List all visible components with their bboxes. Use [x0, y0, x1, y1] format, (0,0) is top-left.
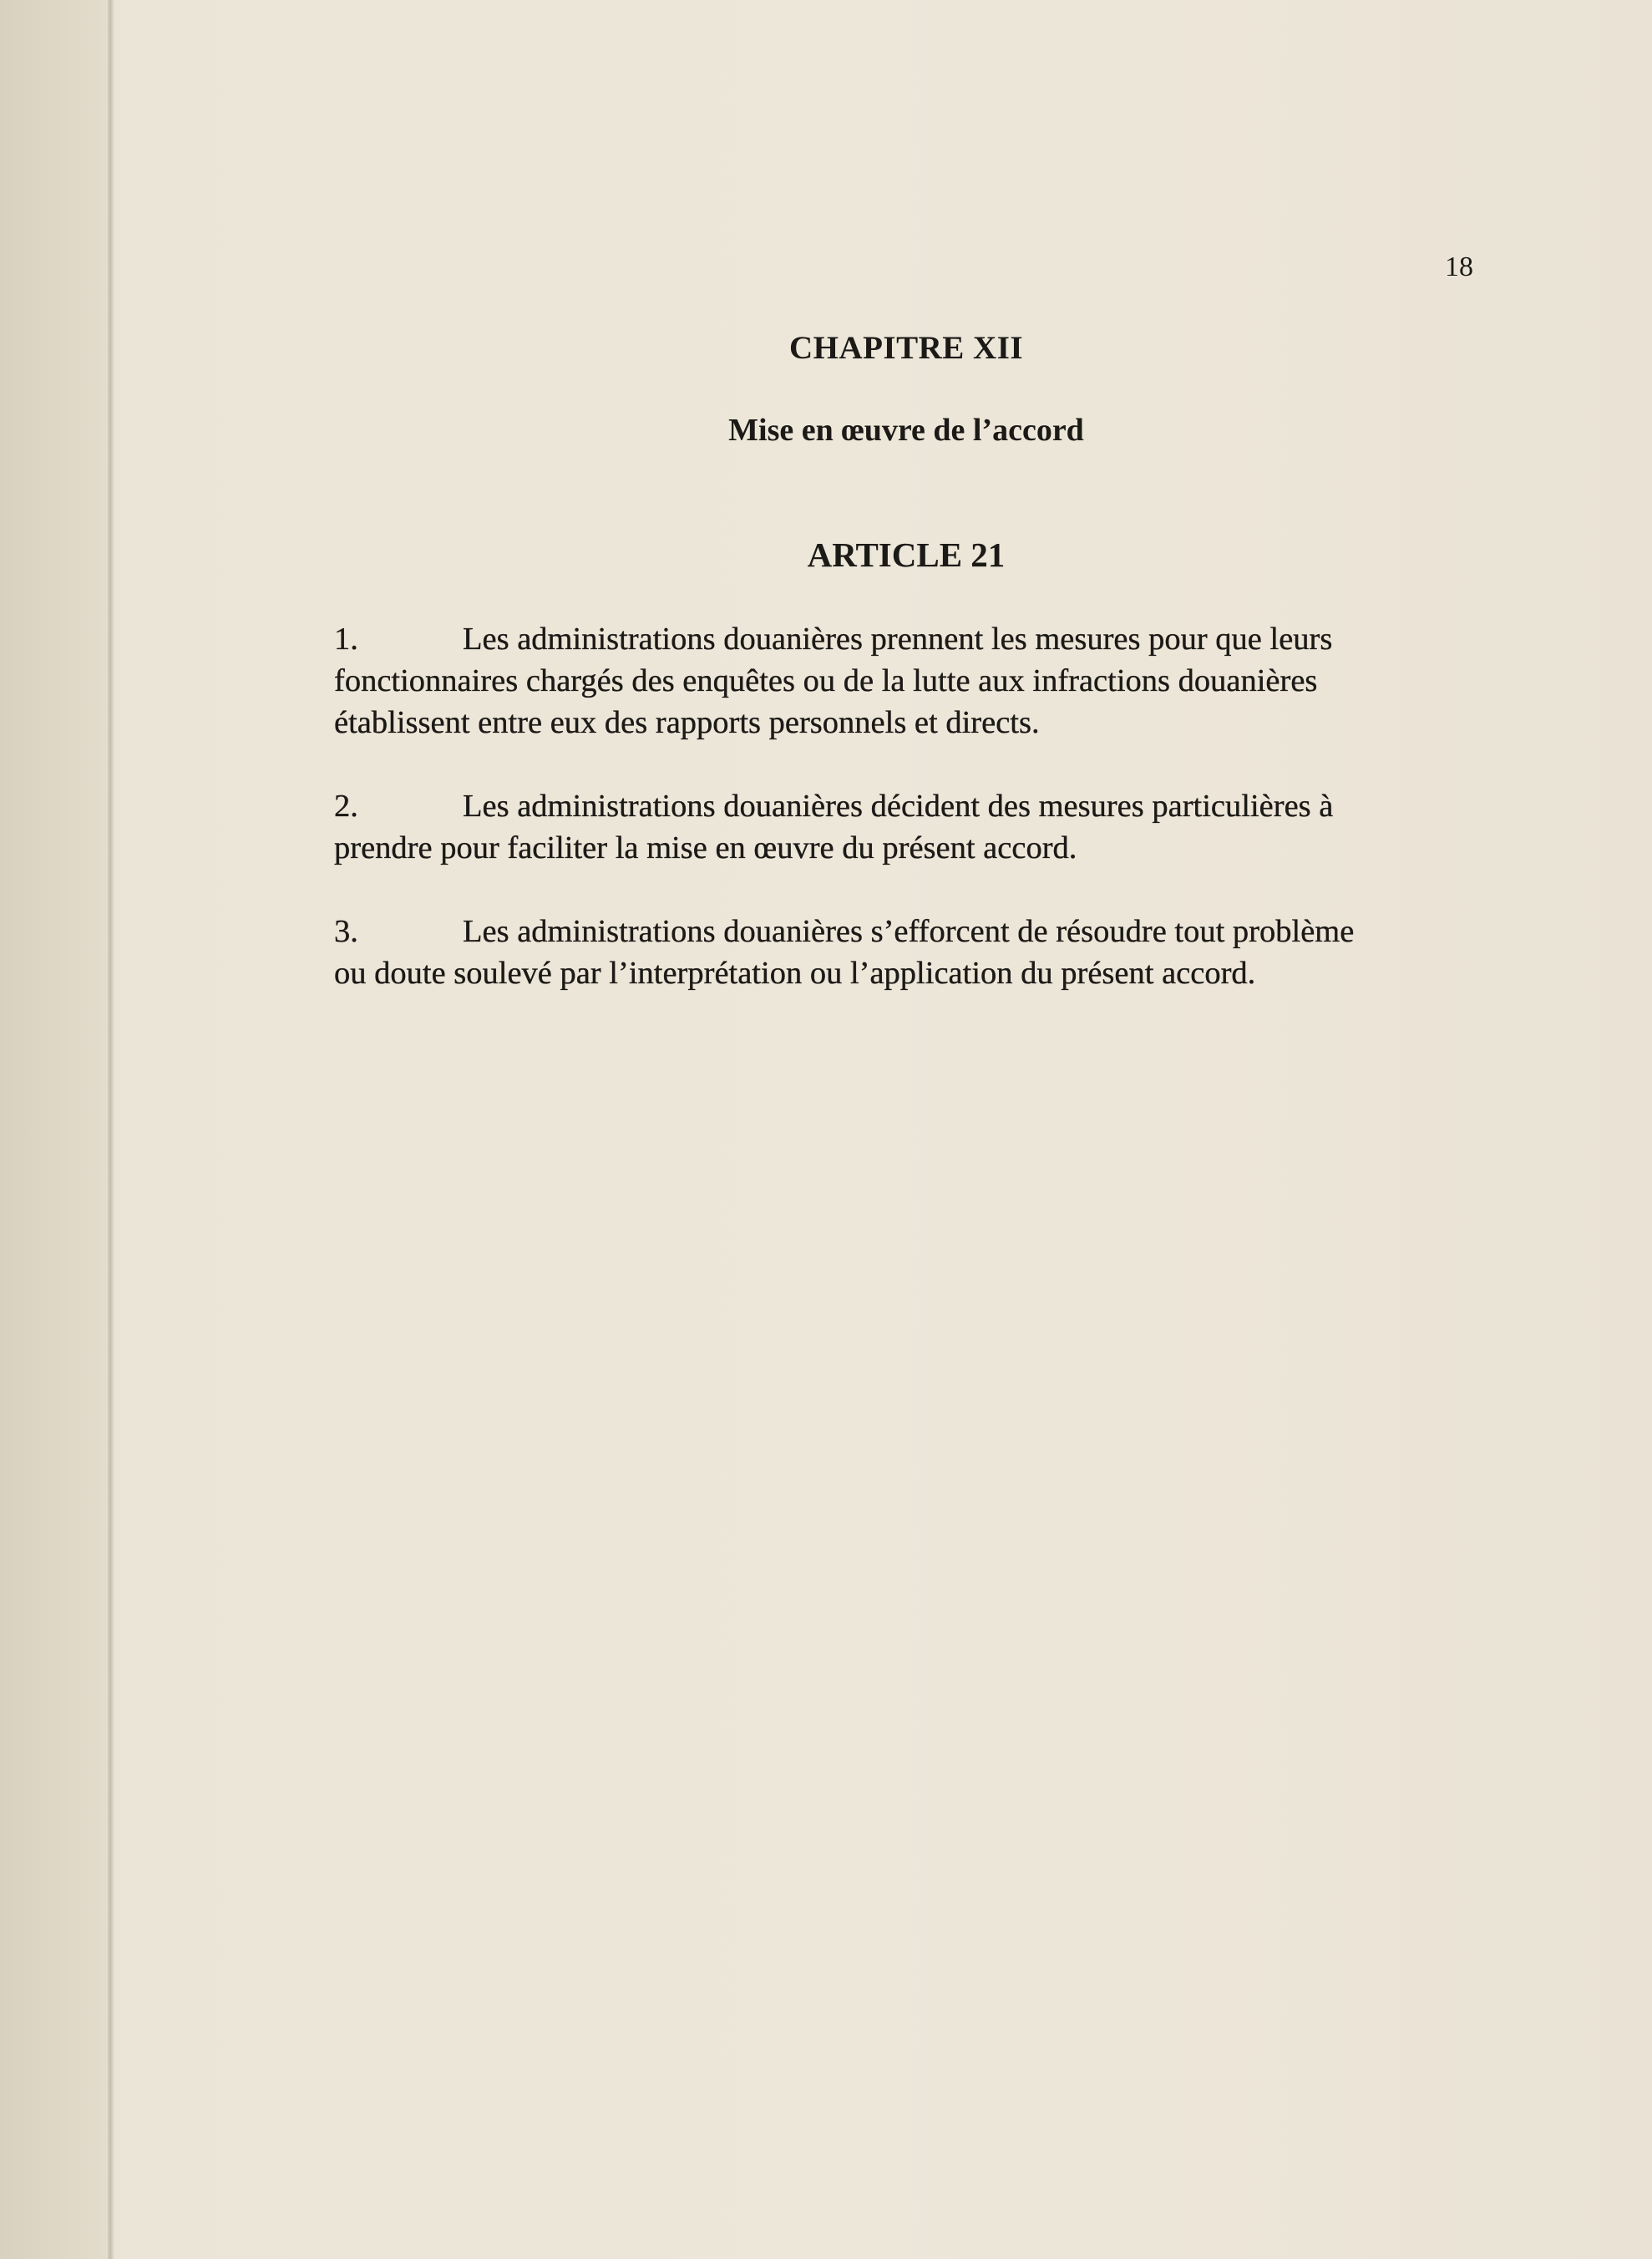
paragraph-line: prendre pour faciliter la mise en œuvre du présent accord. — [334, 830, 1077, 866]
paragraph-number: 1. — [334, 622, 358, 657]
paragraph-number: 2. — [334, 789, 358, 824]
chapter-subtitle: Mise en œuvre de l’accord — [728, 413, 1084, 448]
article-paragraph-2 — [334, 785, 1453, 869]
chapter-title: CHAPITRE XII — [788, 330, 1024, 366]
paragraph-text: Les administrations douanières décident des mesures particulières à — [463, 789, 1334, 824]
paragraph-text: Les administrations douanières s’efforcent de résoudre tout problème — [463, 914, 1355, 949]
paragraph-line — [334, 911, 1453, 952]
article-paragraph-3 — [334, 911, 1453, 994]
article-title: ARTICLE 21 — [807, 536, 1006, 574]
paragraph-text: Les administrations douanières prennent les mesures pour que leurs — [463, 622, 1333, 657]
paragraph-line — [334, 785, 1453, 827]
paragraph-line — [334, 618, 1453, 660]
paragraph-line: établissent entre eux des rapports personnels et directs. — [334, 705, 1040, 740]
paragraph-line: ou doute soulevé par l’interprétation ou l’application du présent accord. — [334, 956, 1256, 991]
article-paragraph-1 — [334, 618, 1453, 744]
paragraph-line: fonctionnaires chargés des enquêtes ou de la lutte aux infractions douanières — [334, 663, 1318, 698]
page-number: 18 — [1445, 251, 1473, 282]
paragraph-number: 3. — [334, 914, 358, 949]
